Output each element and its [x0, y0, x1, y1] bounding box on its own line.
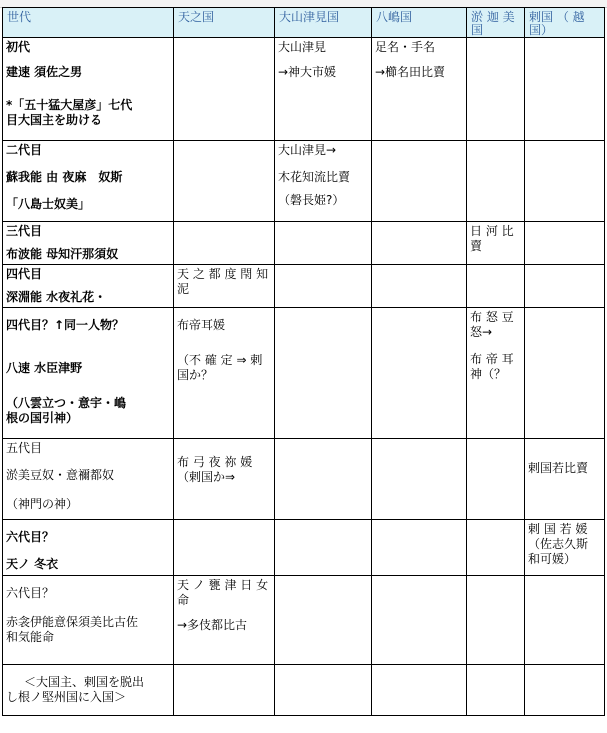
- cell-text: 神（？: [470, 367, 507, 381]
- generation-cell[interactable]: [3, 576, 174, 665]
- ten-cell[interactable]: [174, 222, 275, 265]
- shi-cell[interactable]: [525, 439, 605, 520]
- generation-cell[interactable]: [3, 665, 174, 716]
- header-shi-kuni[interactable]: 剌国 （ 越 国）: [525, 8, 605, 38]
- oyama-cell[interactable]: [275, 439, 372, 520]
- oyama-cell[interactable]: [275, 576, 372, 665]
- okami-cell[interactable]: [467, 141, 525, 222]
- cell-text: 深淵能 水夜礼花・: [6, 290, 107, 304]
- table-row: [3, 38, 605, 141]
- generation-cell[interactable]: [3, 38, 174, 141]
- yashima-cell[interactable]: [372, 222, 467, 265]
- cell-text: 天ノ 冬衣: [6, 557, 59, 571]
- cell-text: 淤美豆奴・意禰都奴: [6, 468, 115, 482]
- cell-text: （不 確 定 ⇒ 剌: [177, 353, 263, 367]
- yashima-cell[interactable]: [372, 665, 467, 716]
- generation-cell[interactable]: [3, 265, 174, 308]
- cell-text: 命: [177, 593, 190, 607]
- ten-cell[interactable]: [174, 265, 275, 308]
- cell-text: →櫛名田比賣: [375, 65, 446, 79]
- cell-text: し根ノ堅州国に入国＞: [6, 690, 127, 704]
- ten-cell[interactable]: [174, 308, 275, 439]
- oyama-cell[interactable]: [275, 222, 372, 265]
- ten-cell[interactable]: [174, 38, 275, 141]
- cell-text: （八雲立つ・意宇・嶋: [6, 396, 127, 410]
- table-row: [3, 520, 605, 576]
- cell-text: 剌 国 若 媛: [528, 522, 588, 536]
- table-row: [3, 665, 605, 716]
- cell-text: 和気能命: [6, 630, 55, 644]
- cell-text: 剌国若比賣: [528, 461, 589, 475]
- cell-text: （磐長姫?）: [278, 193, 345, 207]
- cell-text: 泥: [177, 282, 190, 296]
- yashima-cell[interactable]: [372, 308, 467, 439]
- cell-text: （神門の神）: [6, 497, 79, 511]
- cell-text: 足名・手名: [375, 40, 436, 54]
- table-row: [3, 265, 605, 308]
- ten-cell[interactable]: [174, 665, 275, 716]
- shi-cell[interactable]: [525, 576, 605, 665]
- okami-cell[interactable]: [467, 439, 525, 520]
- yashima-cell[interactable]: [372, 576, 467, 665]
- generation-cell[interactable]: [3, 308, 174, 439]
- cell-text: 四代目: [6, 267, 43, 281]
- cell-text: 和可媛）: [528, 552, 577, 566]
- cell-text: 怒→: [470, 325, 493, 339]
- genealogy-table: [2, 7, 605, 716]
- okami-cell[interactable]: [467, 265, 525, 308]
- cell-text: （佐志久斯: [528, 537, 589, 551]
- cell-text: 布波能 母知汗那須奴: [6, 247, 119, 261]
- header-generation[interactable]: 世代: [3, 8, 174, 38]
- cell-text: （剌国か⇒: [177, 470, 236, 484]
- generation-cell[interactable]: [3, 439, 174, 520]
- cell-text: ＜大国主、剌国を脱出: [24, 675, 145, 689]
- cell-text: 四代目？↑同一人物？: [6, 318, 125, 332]
- cell-text: 蘇我能 由 夜麻 奴斯: [6, 170, 123, 184]
- header-oyamatsumi-kuni[interactable]: 大山津見国: [275, 8, 372, 38]
- cell-text: 布 弓 夜 祢 媛: [177, 455, 253, 469]
- shi-cell[interactable]: [525, 141, 605, 222]
- yashima-cell[interactable]: [372, 38, 467, 141]
- generation-cell[interactable]: [3, 141, 174, 222]
- cell-text: 建速 須佐之男: [6, 65, 83, 79]
- oyama-cell[interactable]: [275, 308, 372, 439]
- shi-cell[interactable]: [525, 665, 605, 716]
- ten-cell[interactable]: [174, 520, 275, 576]
- header-okami-kuni[interactable]: 淤 迦 美 国: [467, 8, 525, 38]
- cell-text: 六代目？: [6, 530, 55, 544]
- table-row: [3, 576, 605, 665]
- oyama-cell[interactable]: [275, 665, 372, 716]
- cell-text: 国か？: [177, 368, 214, 382]
- shi-cell[interactable]: [525, 222, 605, 265]
- cell-text: →神大市媛: [278, 65, 337, 79]
- cell-text: 日 河 比: [470, 224, 514, 238]
- cell-text: 布 帝 耳: [470, 352, 514, 366]
- cell-text: 天 ノ 甕 津 日 女: [177, 578, 269, 592]
- cell-text: *「五十猛大屋彦」七代: [6, 98, 133, 112]
- okami-cell[interactable]: [467, 520, 525, 576]
- cell-text: 三代目: [6, 224, 43, 238]
- table-row: [3, 308, 605, 439]
- okami-cell[interactable]: [467, 576, 525, 665]
- okami-cell[interactable]: [467, 308, 525, 439]
- cell-text: 初代: [6, 40, 31, 54]
- yashima-cell[interactable]: [372, 439, 467, 520]
- oyama-cell[interactable]: [275, 265, 372, 308]
- table-row: [3, 141, 605, 222]
- ten-cell[interactable]: [174, 576, 275, 665]
- ten-cell[interactable]: [174, 439, 275, 520]
- shi-cell[interactable]: [525, 38, 605, 141]
- cell-text: 大山津見: [278, 40, 327, 54]
- generation-cell[interactable]: [3, 520, 174, 576]
- yashima-cell[interactable]: [372, 520, 467, 576]
- oyama-cell[interactable]: [275, 520, 372, 576]
- shi-cell[interactable]: [525, 520, 605, 576]
- cell-text: 木花知流比賣: [278, 170, 351, 184]
- cell-text: 「八島士奴美」: [6, 197, 91, 211]
- cell-text: 布 怒 豆: [470, 310, 514, 324]
- cell-text: 赤衾伊能意保須美比古佐: [6, 615, 139, 629]
- cell-text: 天 之 都 度 閇 知: [177, 267, 269, 281]
- cell-text: 五代目: [6, 441, 43, 455]
- header-yashima-kuni[interactable]: 八嶋国: [372, 8, 467, 38]
- shi-cell[interactable]: [525, 265, 605, 308]
- header-ten-no-kuni[interactable]: 天之国: [174, 8, 275, 38]
- yashima-cell[interactable]: [372, 141, 467, 222]
- cell-text: 大山津見→: [278, 143, 337, 157]
- oyama-cell[interactable]: [275, 38, 372, 141]
- cell-text: 六代目？: [6, 586, 55, 600]
- oyama-cell[interactable]: [275, 141, 372, 222]
- table-row: [3, 222, 605, 265]
- cell-text: 賣: [470, 239, 483, 253]
- shi-cell[interactable]: [525, 308, 605, 439]
- cell-text: 根の国引神）: [6, 411, 79, 425]
- table-row: [3, 439, 605, 520]
- okami-cell[interactable]: [467, 222, 525, 265]
- ten-cell[interactable]: [174, 141, 275, 222]
- okami-cell[interactable]: [467, 38, 525, 141]
- generation-cell[interactable]: [3, 222, 174, 265]
- okami-cell[interactable]: [467, 665, 525, 716]
- header-row: [3, 8, 605, 38]
- cell-text: 八速 水臣津野: [6, 361, 83, 375]
- cell-text: 二代目: [6, 143, 43, 157]
- cell-text: →多伎都比古: [177, 618, 248, 632]
- yashima-cell[interactable]: [372, 265, 467, 308]
- cell-text: 布帝耳媛: [177, 318, 226, 332]
- cell-text: 目大国主を助ける: [6, 113, 103, 127]
